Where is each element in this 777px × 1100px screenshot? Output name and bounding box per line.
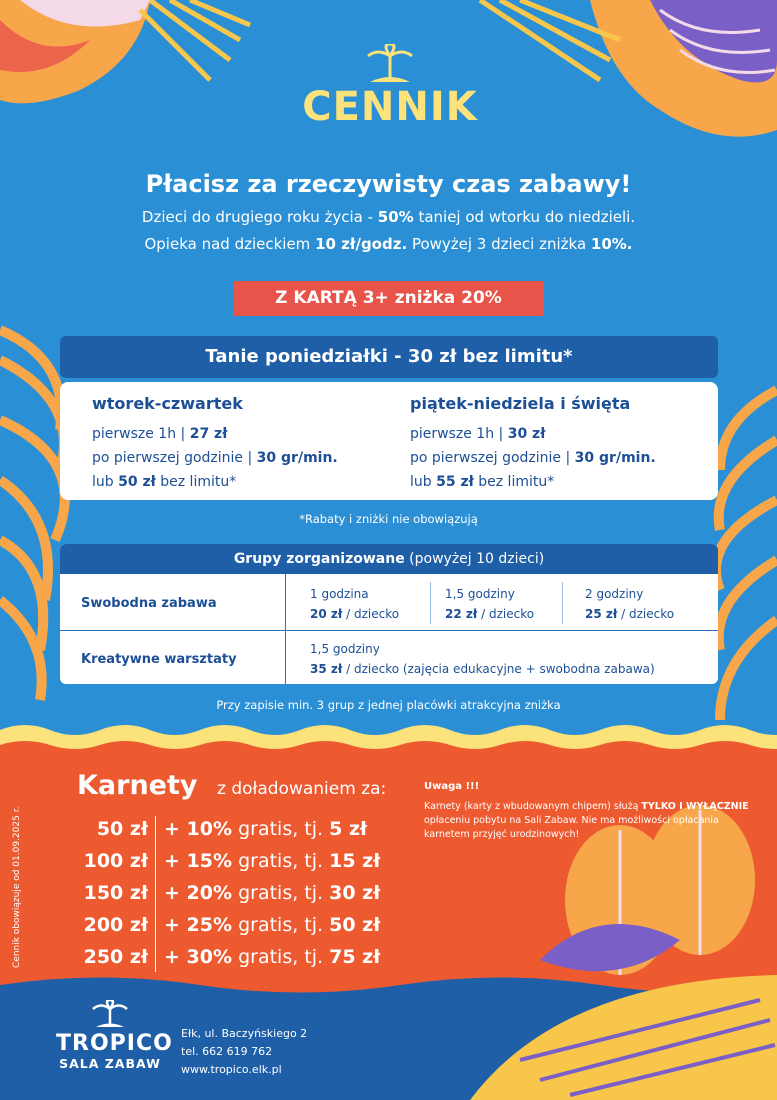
karnet-item: 100 zł + 15% gratis, tj. 15 zł: [83, 850, 381, 872]
cennik-logo: [300, 44, 480, 130]
warning-text: Karnety (karty z wbudowanym chipem) służą TYLKO I WYŁĄCZNIE opłaceniu pobytu na Sali Zabaw. Nie ma możliwości opłacania karnetem przyjęć urodzinowych!: [424, 801, 749, 840]
card-discount-banner: Z KARTĄ 3+ zniżka 20%: [233, 281, 544, 316]
discount-note: *Rabaty i zniżki nie obowiązują: [299, 512, 478, 526]
validity-note: Cennik obowiązuje od 01.09.2025 r.: [12, 806, 22, 968]
groups-table-header: Grupy zorganizowane (powyżej 10 dzieci): [60, 544, 718, 574]
karnet-item: 250 zł + 30% gratis, tj. 75 zł: [83, 946, 381, 968]
price-unlimited: lub 55 zł bez limitu*: [410, 474, 555, 490]
workshops-option: 1,5 godziny 35 zł / dziecko (zajęcia edukacyjne + swobodna zabawa): [310, 642, 655, 676]
warning-note: [424, 780, 764, 842]
phone: tel. 662 619 762: [181, 1045, 273, 1058]
palm-island-icon: [360, 44, 420, 84]
free-play-option-3: 2 godziny 25 zł / dziecko: [585, 587, 675, 621]
headline: Płacisz za rzeczywisty czas zabawy!: [145, 170, 632, 198]
price-per-minute: po pierwszej godzinie | 30 gr/min.: [410, 450, 656, 466]
karnety-title: Karnety: [77, 770, 198, 801]
karnet-item: 200 zł + 25% gratis, tj. 50 zł: [83, 914, 381, 936]
brand-subtitle: SALA ZABAW: [59, 1056, 161, 1071]
tropico-logo: [56, 1000, 173, 1071]
price-first-hour: pierwsze 1h | 30 zł: [410, 426, 546, 442]
price-unlimited: lub 50 zł bez limitu*: [92, 474, 237, 490]
groups-table: [60, 544, 718, 684]
weekday-prices-panel: [60, 382, 718, 500]
warning-title: Uwaga !!!: [424, 781, 480, 792]
price-per-minute: po pierwszej godzinie | 30 gr/min.: [92, 450, 338, 466]
prices-tue-thu: [92, 392, 338, 494]
free-play-option-2: 1,5 godziny 22 zł / dziecko: [445, 587, 535, 621]
right-palm-leaves: [716, 390, 777, 720]
karnet-item: 50 zł + 10% gratis, tj. 5 zł: [96, 818, 368, 840]
monday-offer-header: Tanie poniedziałki - 30 zł bez limitu*: [60, 336, 718, 378]
price-column-title: wtorek-czwartek: [92, 394, 243, 413]
groups-note: Przy zapisie min. 3 grup z jednej placówki atrakcyjna zniżka: [216, 698, 561, 712]
address: Ełk, ul. Baczyńskiego 2: [181, 1027, 308, 1040]
toddler-discount-line: Dzieci do drugiego roku życia - 50% taniej od wtorku do niedzieli.: [141, 208, 636, 226]
brand-name: TROPICO: [56, 1031, 173, 1056]
free-play-option-1: 1 godzina 20 zł / dziecko: [310, 587, 400, 621]
karnet-item: 150 zł + 20% gratis, tj. 30 zł: [83, 882, 381, 904]
price-column-title: piątek-niedziela i święta: [410, 394, 631, 413]
price-first-hour: pierwsze 1h | 27 zł: [92, 426, 228, 442]
top-left-flower-decoration: [0, 0, 250, 103]
contact-info: [181, 1025, 307, 1079]
karnety-subtitle: z doładowaniem za:: [217, 779, 387, 799]
top-right-flower-decoration: [480, 0, 777, 137]
row-free-play-label: Swobodna zabawa: [81, 596, 217, 611]
prices-fri-sun: [410, 392, 656, 494]
row-workshops-label: Kreatywne warsztaty: [81, 652, 237, 667]
palm-tree-icon: [90, 1000, 130, 1028]
childcare-line: Opieka nad dzieckiem 10 zł/godz. Powyżej 3 dzieci zniżka 10%.: [144, 235, 633, 253]
website-link[interactable]: www.tropico.elk.pl: [181, 1063, 282, 1076]
page-title: CENNIK: [302, 84, 478, 130]
